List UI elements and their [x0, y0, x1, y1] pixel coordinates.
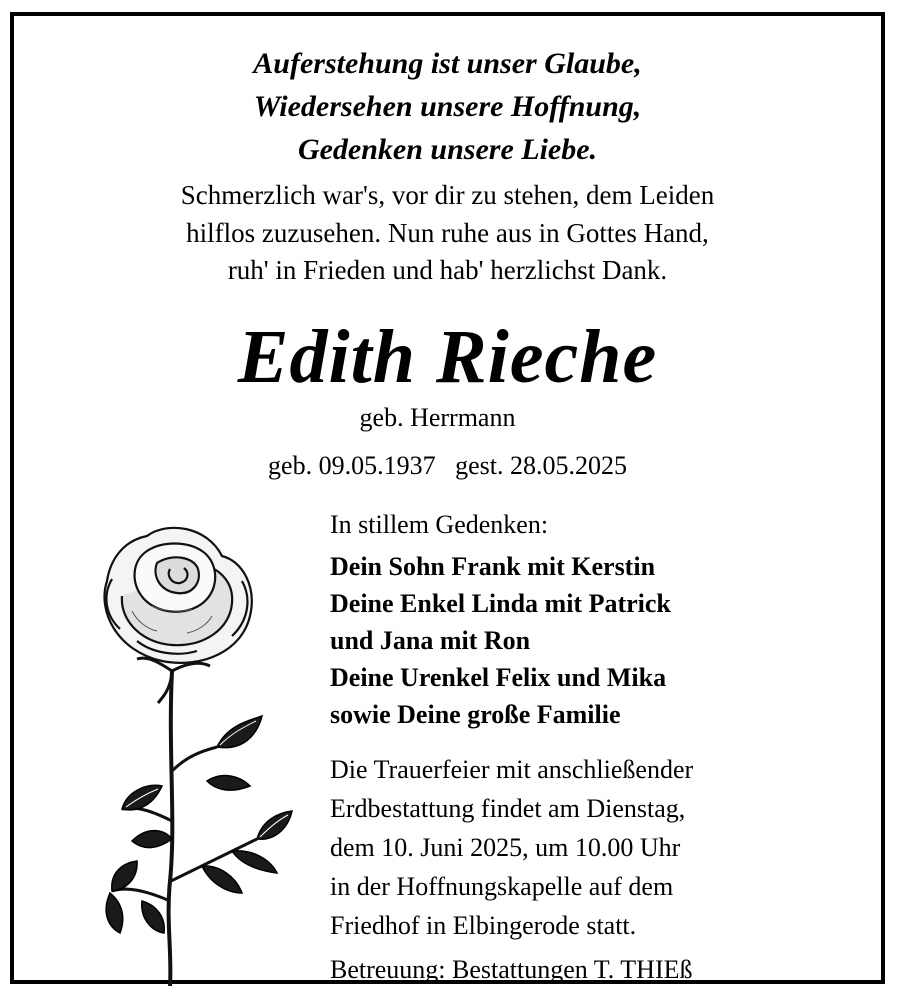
life-dates: [14, 448, 881, 484]
mourner-line: und Jana mit Ron: [330, 626, 531, 655]
care-label: Betreuung: Bestattungen T.: [330, 955, 621, 984]
birth-date: geb. 09.05.1937: [268, 451, 436, 480]
mourner-line: Deine Enkel Linda mit Patrick: [330, 589, 671, 618]
obituary-frame: [10, 12, 885, 984]
funeral-line: Die Trauerfeier mit anschließender: [330, 755, 694, 784]
death-date: gest. 28.05.2025: [455, 451, 627, 480]
mourner-line: Deine Urenkel Felix und Mika: [330, 663, 667, 692]
funeral-notice: [330, 750, 693, 945]
mourner-line: sowie Deine große Familie: [330, 700, 621, 729]
funeral-care: [330, 952, 693, 988]
mourners-list: [330, 548, 671, 733]
poem-line: hilflos zuzusehen. Nun ruhe aus in Gottes Hand,: [186, 217, 709, 248]
rose-illustration-icon: [92, 521, 307, 991]
motto: [14, 42, 881, 171]
poem-line: ruh' in Frieden und hab' herzlichst Dank.: [227, 255, 668, 285]
funeral-line: Erdbestattung findet am Dienstag,: [330, 794, 686, 823]
care-company: THIEß: [620, 955, 693, 984]
poem: [14, 177, 881, 290]
deceased-name: Edith Rieche: [237, 315, 658, 399]
motto-line: Gedenken unsere Liebe.: [297, 133, 598, 166]
maiden-name: geb. Herrmann: [359, 403, 516, 432]
motto-line: Wiedersehen unsere Hoffnung,: [253, 90, 642, 123]
mourner-line: Dein Sohn Frank mit Kerstin: [330, 552, 656, 581]
funeral-line: in der Hoffnungskapelle auf dem: [330, 872, 674, 901]
motto-line: Auferstehung ist unser Glaube,: [253, 47, 642, 80]
poem-line: Schmerzlich war's, vor dir zu stehen, dem Leiden: [180, 180, 715, 210]
mourners-heading: In stillem Gedenken:: [330, 510, 549, 539]
funeral-line: Friedhof in Elbingerode statt.: [330, 911, 637, 940]
funeral-line: dem 10. Juni 2025, um 10.00 Uhr: [330, 833, 681, 862]
